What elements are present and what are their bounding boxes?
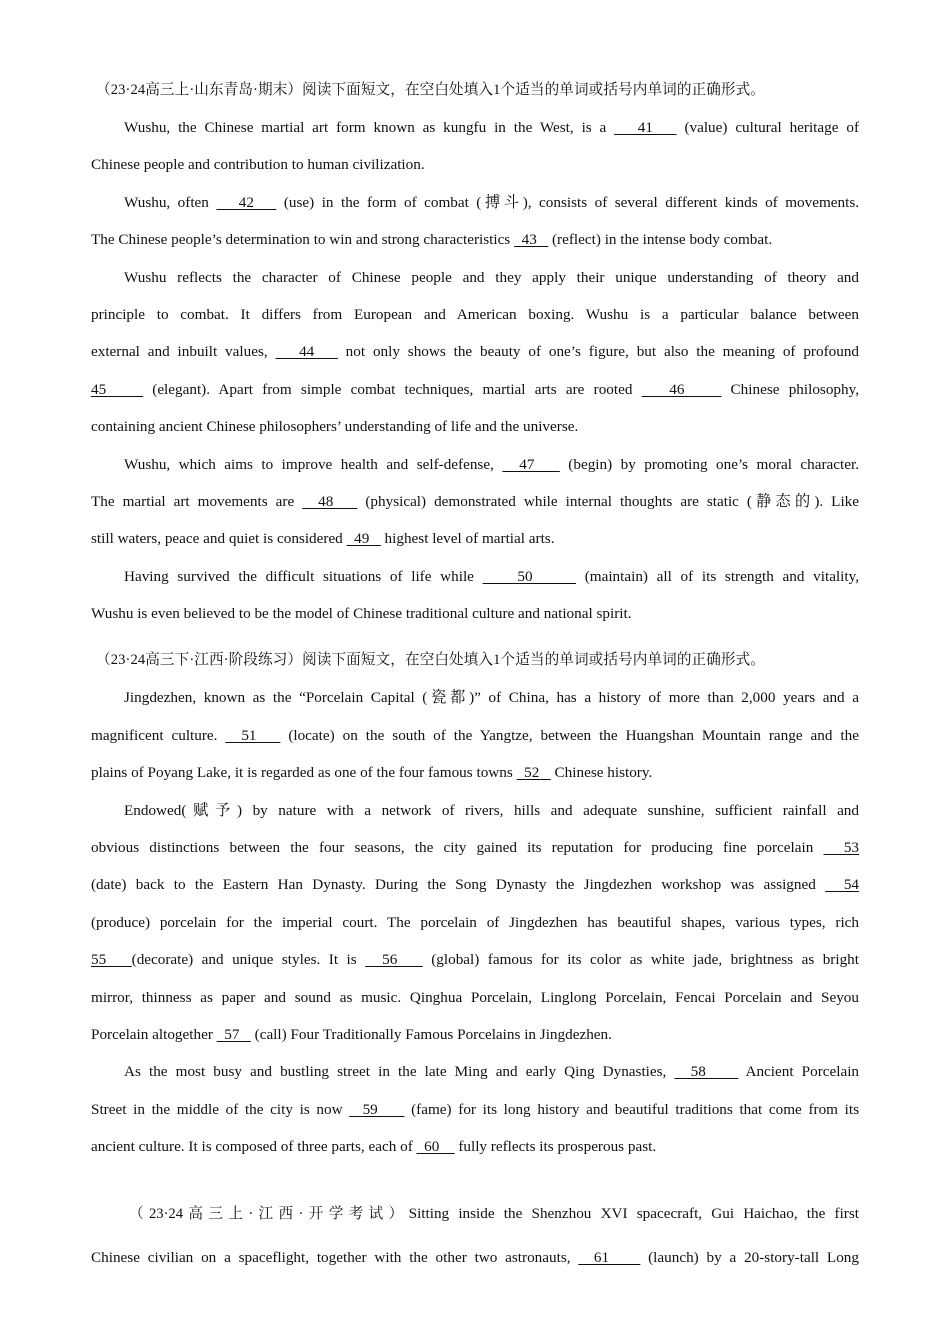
blank-45[interactable]: 45 [91, 380, 144, 398]
blank-51[interactable]: 51 [225, 726, 281, 744]
blank-56[interactable]: 56 [365, 951, 423, 969]
p1-line-5: Wushu reflects the character of Chinese people and they apply their unique understanding of theory and [124, 268, 859, 286]
p2-line-1: Jingdezhen, known as the “Porcelain Capital (瓷都)” of China, has a history of more than 2,000 years and a [124, 689, 859, 707]
p1-line-7: external and inbuilt values, 44 not only shows the beauty of one’s figure, but also the meaning of profound [91, 343, 860, 361]
document-page [91, 78, 859, 1276]
p3-line-1: Chinese civilian on a spaceflight, together with the other two astronauts, 61 (launch) by a 20-story-tall Long [91, 1248, 859, 1266]
p1-line-4: The Chinese people’s determination to win and strong characteristics 43 (reflect) in the intense body combat. [91, 231, 773, 249]
p2-line-12: Street in the middle of the city is now 59 (fame) for its long history and beautiful traditions that come from its [91, 1100, 859, 1118]
p2-line-3: plains of Poyang Lake, it is regarded as one of the four famous towns 52 Chinese history. [91, 764, 653, 782]
passage1-header: （23·24高三上·山东青岛·期末）阅读下面短文，在空白处填入1个适当的单词或括号内单词的正确形式。 [96, 82, 766, 98]
blank-52[interactable]: 52 [516, 764, 551, 782]
blank-57[interactable]: 57 [216, 1025, 251, 1043]
passage3-header: （23·24高三上·江西·开学考试） [129, 1205, 409, 1222]
blank-46[interactable]: 46 [641, 380, 722, 398]
p2-line-11: As the most busy and bustling street in the late Ming and early Qing Dynasties, 58 Ancient Porcelain [124, 1063, 860, 1081]
blank-50[interactable]: 50 [482, 567, 577, 585]
p2-line-13: ancient culture. It is composed of three parts, each of 60 fully reflects its prosperous past. [91, 1138, 657, 1156]
blank-49[interactable]: 49 [346, 530, 381, 548]
passage3-header-line: （23·24高三上·江西·开学考试）Sitting inside the Shenzhou XVI spacecraft, Gui Haichao, the first [91, 1202, 859, 1226]
p2-line-9: mirror, thinness as paper and sound as music. Qinghua Porcelain, Linglong Porcelain, Fencai Porcelain and Seyou [91, 988, 859, 1006]
p1-line-13: Having survived the difficult situations of life while 50 (maintain) all of its strength and vitality, [124, 567, 860, 585]
p2-line-5: obvious distinctions between the four seasons, the city gained its reputation for producing fine porcelain 53 [91, 839, 860, 857]
p2-line-8: 55 (decorate) and unique styles. It is 56 (global) famous for its color as white jade, brightness as bright [91, 951, 859, 969]
p1-line-11: The martial art movements are 48 (physical) demonstrated while internal thoughts are static (静态的). Like [91, 492, 860, 510]
blank-53[interactable]: 53 [823, 839, 860, 857]
blank-41[interactable]: 41 [614, 119, 677, 136]
blank-47[interactable]: 47 [502, 455, 560, 473]
p1-line-6: principle to combat. It differs from European and American boxing. Wushu is a particular balance between [91, 305, 859, 323]
p2-line-2: magnificent culture. 51 (locate) on the south of the Yangtze, between the Huangshan Mountain range and the [91, 726, 859, 744]
p2-line-7: (produce) porcelain for the imperial court. The porcelain of Jingdezhen has beautiful shapes, various types, rich [91, 913, 859, 931]
blank-59[interactable]: 59 [349, 1100, 405, 1118]
p2-line-10: Porcelain altogether 57 (call) Four Traditionally Famous Porcelains in Jingdezhen. [91, 1025, 612, 1043]
p1-line-9: containing ancient Chinese philosophers’ understanding of life and the universe. [91, 418, 579, 436]
p1-line-8: 45 (elegant). Apart from simple combat techniques, martial arts are rooted 46 Chinese philosophy, [91, 380, 860, 398]
p2-line-4: Endowed(赋予) by nature with a network of rivers, hills and adequate sunshine, sufficient rainfall and [124, 801, 859, 819]
p1-line-1: Wushu, the Chinese martial art form known as kungfu in the West, is a 41 (value) cultural heritage of [124, 119, 859, 136]
passage2-header: （23·24高三下·江西·阶段练习）阅读下面短文，在空白处填入1个适当的单词或括号内单词的正确形式。 [96, 652, 766, 669]
p1-line-10: Wushu, which aims to improve health and self-defense, 47 (begin) by promoting one’s moral character. [124, 455, 860, 473]
p1-line-14: Wushu is even believed to be the model of Chinese traditional culture and national spirit. [91, 605, 632, 623]
blank-54[interactable]: 54 [825, 876, 860, 894]
blank-44[interactable]: 44 [275, 343, 338, 361]
blank-43[interactable]: 43 [514, 231, 549, 249]
blank-60[interactable]: 60 [416, 1138, 455, 1156]
blank-58[interactable]: 58 [674, 1063, 739, 1081]
p1-line-12: still waters, peace and quiet is considered 49 highest level of martial arts. [91, 530, 555, 548]
blank-48[interactable]: 48 [302, 492, 358, 510]
p1-line-2: Chinese people and contribution to human civilization. [91, 156, 425, 174]
blank-42[interactable]: 42 [216, 193, 277, 211]
p1-line-3: Wushu, often 42 (use) in the form of combat (搏斗), consists of several different kinds of movements. [124, 193, 860, 211]
blank-61[interactable]: 61 [578, 1248, 641, 1266]
p2-line-6: (date) back to the Eastern Han Dynasty. During the Song Dynasty the Jingdezhen workshop was assigned 54 [91, 876, 860, 894]
blank-55[interactable]: 55 [91, 951, 132, 969]
